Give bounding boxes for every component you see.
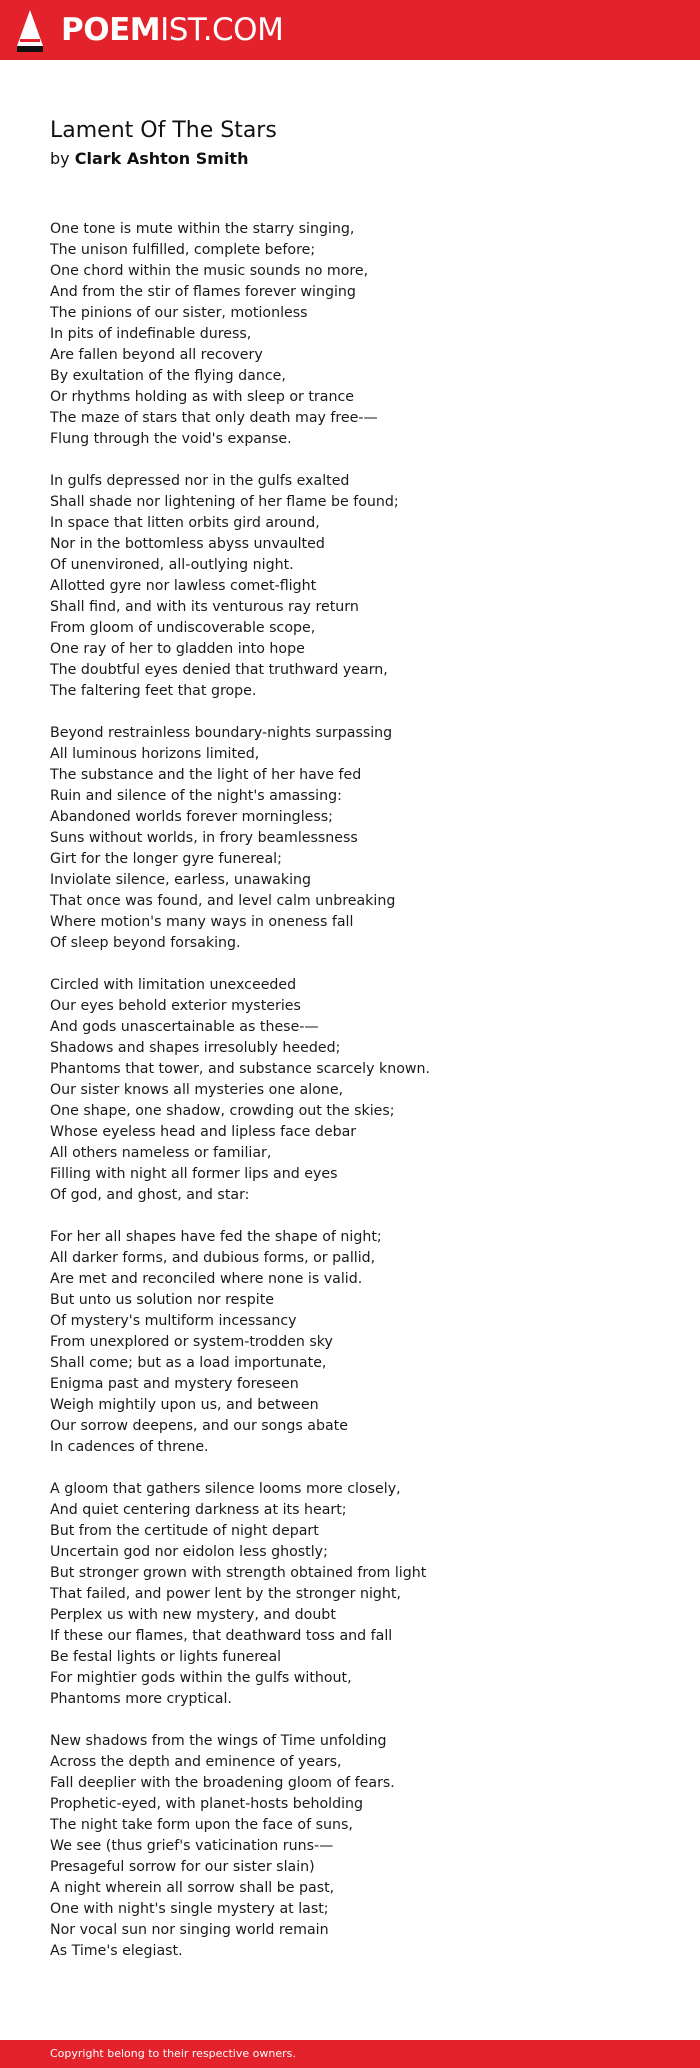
poem-line: Across the depth and eminence of years, — [50, 1754, 342, 1770]
poem-stanza — [50, 1731, 670, 1962]
poem-line: Prophetic-eyed, with planet-hosts beholding — [50, 1796, 364, 1812]
poem-line: Shall come; but as a load importunate, — [50, 1355, 327, 1371]
poem-line: From unexplored or system-trodden sky — [50, 1334, 333, 1350]
poem-line: In cadences of threne. — [50, 1439, 209, 1455]
poem-line: For mightier gods within the gulfs without, — [50, 1670, 352, 1686]
poem-line: Inviolate silence, earless, unawaking — [50, 872, 312, 888]
poem-line: A night wherein all sorrow shall be past, — [50, 1880, 335, 1896]
poem-line: Of god, and ghost, and star: — [50, 1187, 250, 1203]
poem-stanza — [50, 471, 670, 702]
poem-stanza — [50, 1227, 670, 1458]
poem-line: But stronger grown with strength obtained from light — [50, 1565, 427, 1581]
poem-line: Presageful sorrow for our sister slain) — [50, 1859, 315, 1875]
site-header — [0, 0, 700, 60]
poem-line: Enigma past and mystery foreseen — [50, 1376, 299, 1392]
poem-line: The doubtful eyes denied that truthward yearn, — [50, 662, 388, 678]
poem-line: The faltering feet that grope. — [50, 683, 257, 699]
site-logo[interactable] — [61, 12, 283, 48]
poem-line: One with night's single mystery at last; — [50, 1901, 329, 1917]
poem-line: Filling with night all former lips and eyes — [50, 1166, 338, 1182]
poem-line: Are met and reconciled where none is valid. — [50, 1271, 363, 1287]
poem-line: All luminous horizons limited, — [50, 746, 260, 762]
poem-line: Nor vocal sun nor singing world remain — [50, 1922, 329, 1938]
poem-line: Shall shade nor lightening of her flame be found; — [50, 494, 399, 510]
poem-line: Allotted gyre nor lawless comet-flight — [50, 578, 317, 594]
poem-line: In pits of indefinable duress, — [50, 326, 252, 342]
poem-line: Phantoms that tower, and substance scarcely known. — [50, 1061, 430, 1077]
poem-line: Beyond restrainless boundary-nights surpassing — [50, 725, 393, 741]
poem-line: In space that litten orbits gird around, — [50, 515, 320, 531]
poem-body — [50, 219, 670, 1983]
poem-line: And gods unascertainable as these-— — [50, 1019, 319, 1035]
copyright-notice: Copyright belong to their respective owners. — [50, 2047, 296, 2060]
pencil-tip-icon[interactable] — [17, 10, 43, 52]
poem-line: Perplex us with new mystery, and doubt — [50, 1607, 336, 1623]
poem-line: The substance and the light of her have fed — [50, 767, 362, 783]
poem-line: In gulfs depressed nor in the gulfs exalted — [50, 473, 350, 489]
poem-line: All others nameless or familiar, — [50, 1145, 272, 1161]
poem-line: Be festal lights or lights funereal — [50, 1649, 282, 1665]
poem-line: As Time's elegiast. — [50, 1943, 183, 1959]
poem-line: That once was found, and level calm unbreaking — [50, 893, 396, 909]
logo-light-text: IST.COM — [160, 12, 284, 48]
poem-line: Of mystery's multiform incessancy — [50, 1313, 297, 1329]
poem-line: But from the certitude of night depart — [50, 1523, 319, 1539]
poem-line: The maze of stars that only death may free-— — [50, 410, 378, 426]
poem-line: Whose eyeless head and lipless face debar — [50, 1124, 357, 1140]
poem-line: From gloom of undiscoverable scope, — [50, 620, 316, 636]
poem-line: Our eyes behold exterior mysteries — [50, 998, 301, 1014]
poem-line: Fall deeplier with the broadening gloom of fears. — [50, 1775, 395, 1791]
poem-line: New shadows from the wings of Time unfolding — [50, 1733, 387, 1749]
poem-line: Are fallen beyond all recovery — [50, 347, 263, 363]
logo-bold-text: POEM — [61, 12, 161, 48]
poem-line: Weigh mightily upon us, and between — [50, 1397, 319, 1413]
poem-line: The unison fulfilled, complete before; — [50, 242, 316, 258]
poem-line: And quiet centering darkness at its heart; — [50, 1502, 347, 1518]
poem-line: By exultation of the flying dance, — [50, 368, 286, 384]
poem-line: But unto us solution nor respite — [50, 1292, 275, 1308]
poem-author: Clark Ashton Smith — [74, 149, 249, 168]
poem-line: Of sleep beyond forsaking. — [50, 935, 241, 951]
poem-line: Girt for the longer gyre funereal; — [50, 851, 282, 867]
poem-line: Flung through the void's expanse. — [50, 431, 292, 447]
poem-title: Lament Of The Stars — [50, 118, 277, 143]
poem-line: Suns without worlds, in frory beamlessness — [50, 830, 358, 846]
poem-line: We see (thus grief's vaticination runs-— — [50, 1838, 334, 1854]
poem-line: Or rhythms holding as with sleep or trance — [50, 389, 354, 405]
poem-stanza — [50, 975, 670, 1206]
poem-line: The pinions of our sister, motionless — [50, 305, 308, 321]
poem-line: One tone is mute within the starry singing, — [50, 221, 355, 237]
poem-line: Nor in the bottomless abyss unvaulted — [50, 536, 325, 552]
poem-line: Uncertain god nor eidolon less ghostly; — [50, 1544, 328, 1560]
poem-line: One chord within the music sounds no more, — [50, 263, 369, 279]
poem-line: Where motion's many ways in oneness fall — [50, 914, 354, 930]
poem-line: Abandoned worlds forever morningless; — [50, 809, 333, 825]
poem-line: Shall find, and with its venturous ray return — [50, 599, 359, 615]
poem-line: Ruin and silence of the night's amassing: — [50, 788, 342, 804]
poem-byline — [50, 148, 248, 170]
poem-line: All darker forms, and dubious forms, or pallid, — [50, 1250, 376, 1266]
poem-line: Our sorrow deepens, and our songs abate — [50, 1418, 348, 1434]
poem-line: For her all shapes have fed the shape of night; — [50, 1229, 382, 1245]
poem-line: Circled with limitation unexceeded — [50, 977, 297, 993]
poem-stanza — [50, 219, 670, 450]
poem-line: If these our flames, that deathward toss and fall — [50, 1628, 393, 1644]
poem-line: A gloom that gathers silence looms more closely, — [50, 1481, 401, 1497]
poem-line: The night take form upon the face of suns, — [50, 1817, 353, 1833]
poem-line: Of unenvironed, all-outlying night. — [50, 557, 294, 573]
poem-line: That failed, and power lent by the stronger night, — [50, 1586, 401, 1602]
poem-line: And from the stir of flames forever winging — [50, 284, 356, 300]
poem-line: Phantoms more cryptical. — [50, 1691, 232, 1707]
poem-stanza — [50, 1479, 670, 1710]
poem-line: One ray of her to gladden into hope — [50, 641, 305, 657]
poem-line: Shadows and shapes irresolubly heeded; — [50, 1040, 341, 1056]
site-footer — [0, 2040, 700, 2068]
poem-stanza — [50, 723, 670, 954]
poem-line: Our sister knows all mysteries one alone, — [50, 1082, 344, 1098]
by-label: by — [50, 149, 70, 168]
poem-line: One shape, one shadow, crowding out the skies; — [50, 1103, 395, 1119]
